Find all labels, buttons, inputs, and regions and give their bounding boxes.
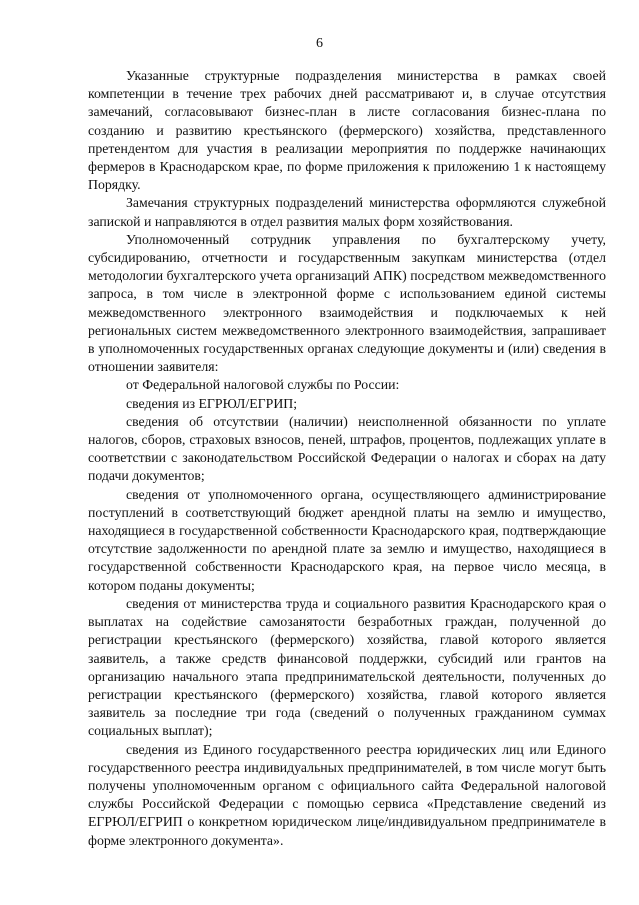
paragraph-rent-debt: сведения от уполномоченного органа, осуществляющего администрирование поступлений в соответствующий бюджет арендной платы на землю и имущество, находящиеся в государственной собственности Краснодарского края, подтверждающие отсутствие задолженности по арендной плате за землю и имущество, находящиеся в государственной собственности Краснодарского края, на первое число месяца, в котором поданы документы;: [88, 486, 606, 593]
paragraph-egrul-egrip: сведения из ЕГРЮЛ/ЕГРИП;: [126, 395, 298, 411]
paragraph-tax-obligations: сведения об отсутствии (наличии) неисполненной обязанности по уплате налогов, сборов, страховых взносов, пеней, штрафов, процентов, подлежащих уплате в соответствии с законодательством Российской Федерации о налогах и сборах на дату подачи документов;: [88, 413, 606, 484]
paragraph-tax-service: от Федеральной налоговой службы по России:: [126, 377, 400, 393]
paragraph-approval-procedure: Указанные структурные подразделения министерства в рамках своей компетенции в течение трех рабочих дней рассматривают и, в случае отсутствия замечаний, согласовывают бизнес-план в листе согласования бизнес-плана по созданию и развитию крестьянского (фермерского) хозяйства, представленного претендентом для участия в реализации мероприятия по поддержке начинающих фермеров в Краснодарском крае, по форме приложения к приложению 1 к настоящему Порядку.: [88, 68, 606, 193]
page-number: 6: [316, 36, 323, 51]
paragraph-interagency-request: Уполномоченный сотрудник управления по бухгалтерскому учету, субсидированию, отчетности и государственным закупкам министерства (отдел методологии бухгалтерского учета организаций АПК) посредством межведомственного запроса, в том числе в электронной форме с использованием единой системы межведомственного электронного взаимодействия и подключаемых к ней региональных систем межведомственного электронного взаимодействия, запрашивает в уполномоченных государственных органах следующие документы и (или) сведения в отношении заявителя:: [88, 231, 606, 375]
paragraph-state-registers: сведения из Единого государственного реестра юридических лиц или Единого государственного реестра индивидуальных предпринимателей, в том числе могут быть получены уполномоченным органом с официального сайта Федеральной налоговой службы Российской Федерации с помощью сервиса «Представление сведений из ЕГРЮЛ/ЕГРИП о конкретном юридическом лице/индивидуальном предпринимателе в форме электронного документа».: [88, 741, 606, 848]
paragraph-labor-ministry: сведения от министерства труда и социального развития Краснодарского края о выплатах на содействие самозанятости безработных граждан, полученной до регистрации крестьянского (фермерского) хозяйства, главой которого является заявитель, а также средств финансовой поддержки, субсидий или грантов на организацию начального этапа предпринимательской деятельности, полученных до регистрации крестьянского (фермерского) хозяйства, главой которого является заявитель за последние три года (сведений о полученных гражданином суммах социальных выплат);: [88, 595, 606, 739]
body-text: [88, 67, 606, 850]
paragraph-remarks: Замечания структурных подразделений министерства оформляются служебной запиской и направляются в отдел развития малых форм хозяйствования.: [88, 195, 606, 229]
